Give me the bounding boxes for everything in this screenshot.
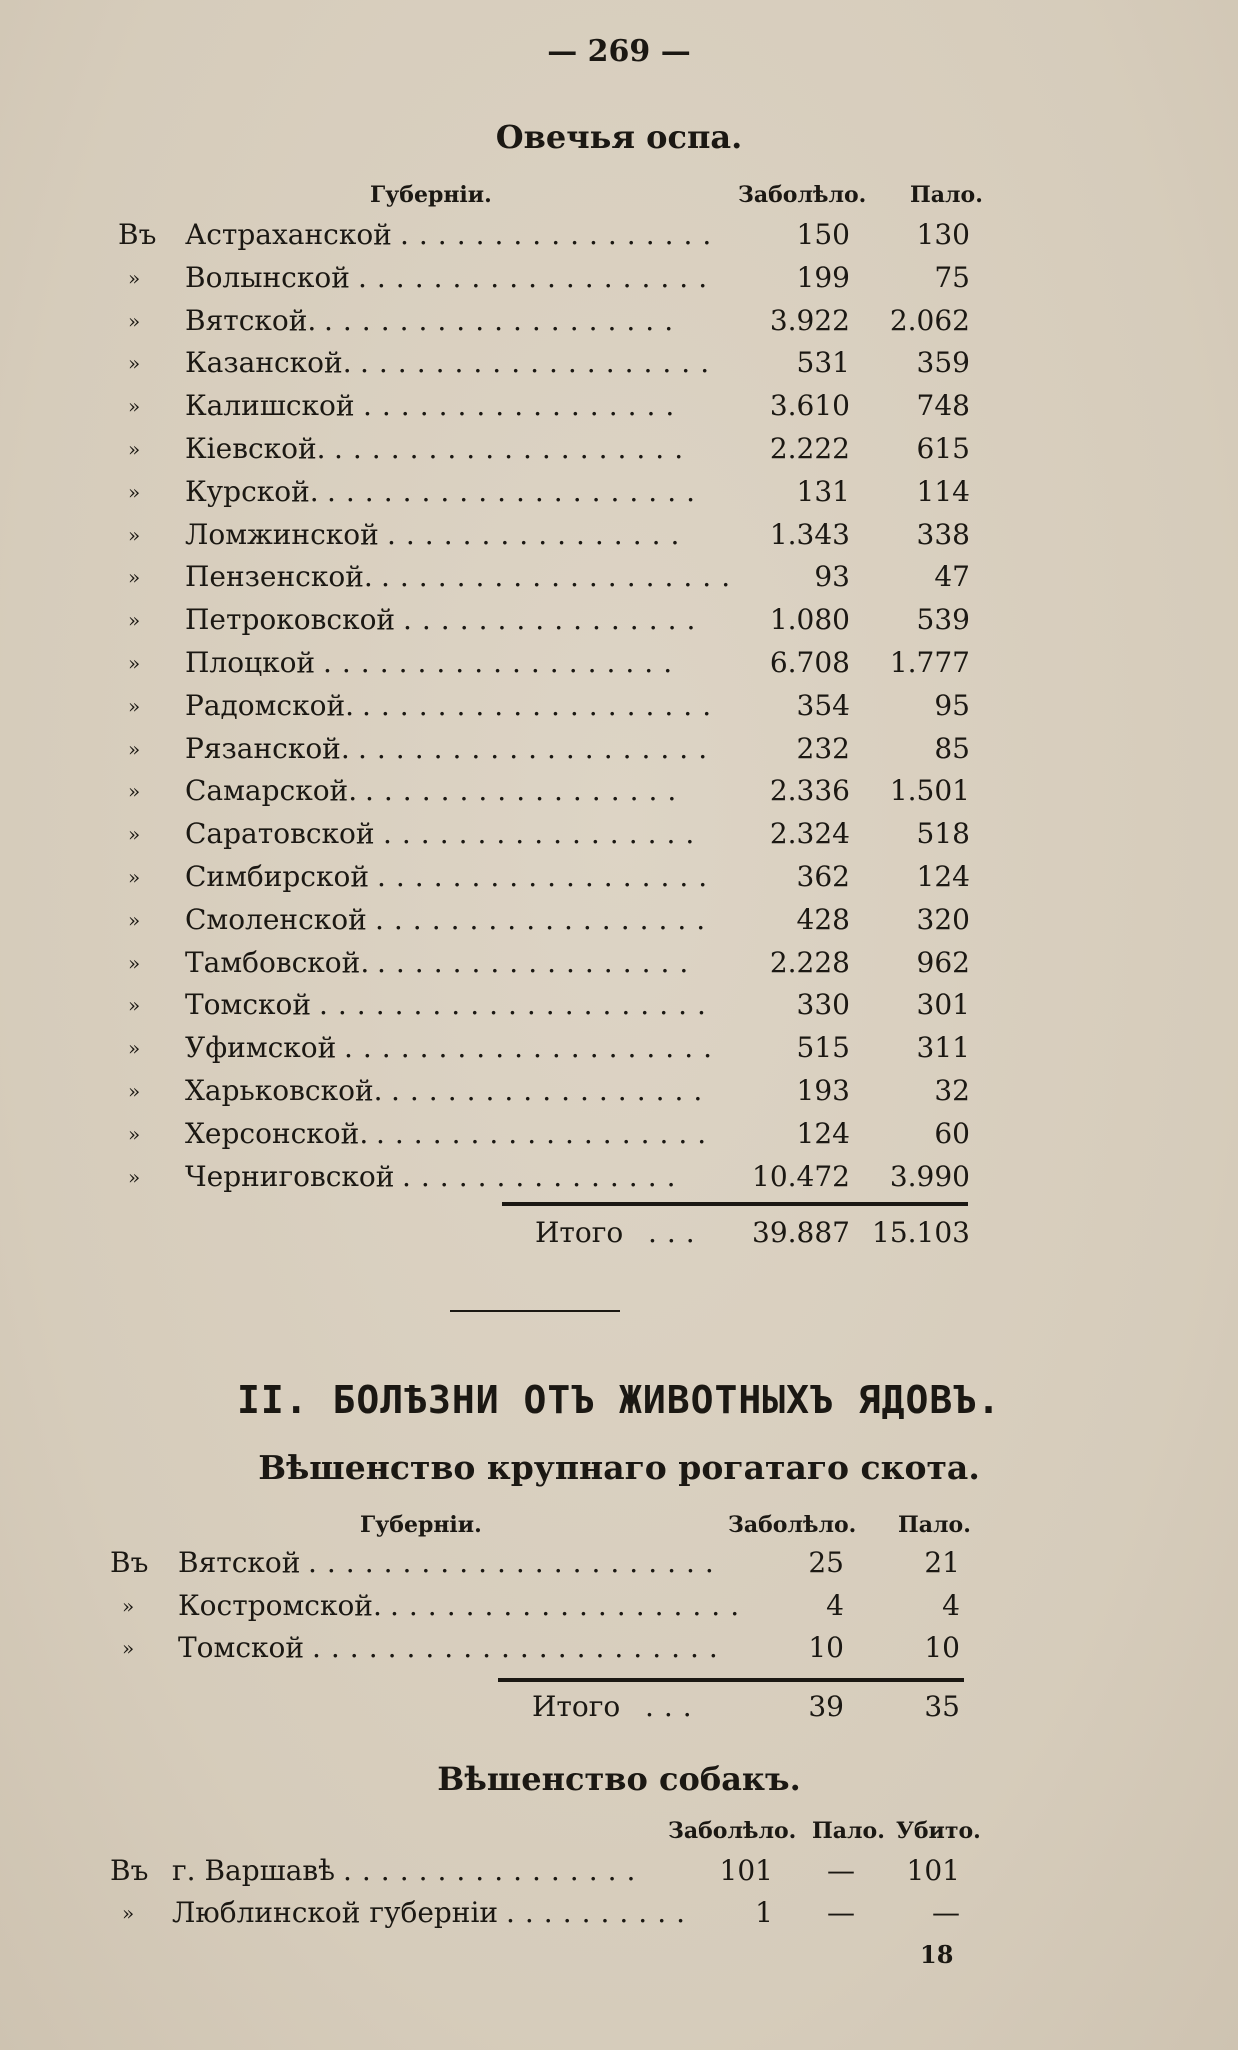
leader-dots: .......... [506,1896,696,1929]
location-name: Люблинской губерніи [172,1896,499,1929]
region-name: Ломжинской [185,517,379,551]
sick-count: 2.228 [769,945,850,979]
killed-count: 101 [906,1854,960,1887]
table-row [0,685,1238,727]
died-count: 1.501 [889,774,970,808]
row-prefix: » [128,693,141,718]
leader-dots: ................ [403,603,706,637]
row-prefix: » [128,608,141,633]
table-row [0,385,1238,427]
died-count: 1.777 [889,646,970,679]
row-prefix: » [128,437,141,461]
region-name: Харьковской. [185,1074,383,1107]
region-name: Вятской [178,1546,301,1579]
sick-count: 362 [796,860,850,893]
sick-count: 10 [808,1631,844,1664]
total-dots: ... [648,1216,705,1249]
dog-header-killed: Убито. [896,1818,981,1844]
region-name: Рязанской. [185,731,350,765]
table-row [0,642,1238,684]
died-count: 60 [934,1116,970,1150]
region-name: Казанской. [185,346,352,380]
table-row [0,342,1238,384]
sick-count: 531 [796,346,850,380]
section-title: II. БОЛѢЗНИ ОТЪ ЖИВОТНЫХЪ ЯДОВЪ. [236,1378,1002,1422]
table-row [0,1627,1238,1669]
location-name: г. Варшавѣ [172,1854,336,1887]
row-prefix: » [128,351,141,376]
table-row [0,1585,1238,1627]
leader-dots: ................... [358,260,718,294]
table-row [0,728,1238,770]
total-rule [502,1202,968,1206]
table-row [0,214,1238,256]
sick-count: 515 [796,1031,850,1065]
region-name: Симбирской [185,860,370,893]
died-count: 301 [916,988,970,1022]
table-row [0,1542,1238,1584]
region-name: Самарской. [185,774,358,808]
region-name: Херсонской. [185,1116,369,1150]
killed-count: — [932,1896,960,1929]
table-row [0,1850,1238,1892]
died-count: 75 [934,260,970,294]
sick-count: 2.222 [769,432,850,465]
sick-count: 93 [814,560,850,594]
leader-dots: ...................... [308,1546,724,1579]
died-count: 10 [924,1631,960,1664]
leader-dots: ................. [365,774,687,808]
sick-count: 25 [808,1546,844,1579]
region-name: Пензенской. [185,560,373,594]
table-row [0,856,1238,898]
leader-dots: ...................... [312,1631,728,1664]
sick-count: 150 [796,218,850,251]
sick-count: 2.336 [769,774,850,808]
sick-count: 2.324 [769,817,850,851]
sick-count: 193 [796,1074,850,1107]
row-prefix: » [128,565,141,590]
leader-dots: ................. [383,817,705,851]
sick-count: 3.610 [769,389,850,423]
dog-rabies-title: Вѣшенство собакъ. [437,1760,801,1798]
cattle-total-row [0,1686,1238,1728]
died-count: 615 [916,432,970,465]
table-row [0,1156,1238,1198]
region-name: Уфимской [185,1031,337,1065]
died-count: 114 [916,474,970,508]
sick-count: 354 [796,688,850,722]
row-prefix: » [128,822,141,847]
row-prefix: Въ [110,1546,149,1579]
row-prefix: » [128,736,141,761]
header-sick: Заболѣло. [738,182,867,208]
region-name: Черниговской [185,1159,395,1193]
leader-dots: ................... [324,303,684,337]
row-prefix: » [122,1901,135,1925]
row-prefix: » [128,308,141,333]
sick-count: 3.922 [769,303,850,337]
region-name: Кіевской. [185,432,326,465]
row-prefix: » [122,1593,135,1618]
died-count: 85 [934,731,970,765]
died-count: 748 [916,389,970,423]
row-prefix: » [128,522,141,547]
died-count: 130 [916,218,970,251]
row-prefix: Въ [118,218,157,251]
region-name: Волынской [185,260,350,294]
cattle-total-label: Итого [532,1690,621,1723]
sick-count: 10.472 [752,1159,850,1193]
table-row [0,899,1238,941]
region-name: Костромской. [178,1588,382,1622]
died-count: 2.062 [889,303,970,337]
row-prefix: » [128,993,141,1018]
row-prefix: » [128,479,141,504]
cattle-total-rule [498,1678,964,1682]
leader-dots: ................. [377,945,699,979]
leader-dots: ................... [323,646,683,679]
row-prefix: » [128,1164,141,1189]
table-row [0,300,1238,342]
cattle-total-sick: 39 [808,1690,844,1723]
page-number: — 269 — [547,34,691,69]
died-count: 311 [916,1031,970,1065]
region-name: Радомской. [185,688,355,722]
cattle-rabies-title: Вѣшенство крупнаго рогатаго скота. [258,1448,980,1487]
died-count: 4 [942,1588,960,1622]
table-row [0,1892,1238,1934]
table-row [0,1027,1238,1069]
died-count: 539 [916,603,970,637]
died-count: 359 [916,346,970,380]
died-count: — [827,1854,855,1887]
row-prefix: » [128,265,141,290]
row-prefix: » [128,651,141,675]
row-prefix: » [128,907,141,932]
leader-dots: ................... [390,1588,750,1622]
row-prefix: » [128,1036,141,1061]
leader-dots: ................... [381,560,741,594]
table-row [0,599,1238,641]
cattle-total-died: 35 [924,1690,960,1723]
leader-dots: .................. [377,860,718,893]
leader-dots: ................... [362,688,722,722]
dog-header-died: Пало. [812,1818,885,1844]
dog-header-sick: Заболѣло. [668,1818,797,1844]
row-prefix: » [128,950,141,975]
leader-dots: ............... [402,1159,686,1193]
region-name: Петроковской [185,603,396,637]
died-count: 95 [934,688,970,722]
table-row [0,942,1238,984]
table-row [0,471,1238,513]
signature-mark: 18 [920,1940,954,1969]
sick-count: 101 [719,1854,773,1887]
leader-dots: ................... [334,432,694,465]
leader-dots: ................ [343,1854,646,1887]
leader-dots: ..................... [319,988,716,1022]
cattle-header-region: Губерніи. [360,1512,482,1538]
region-name: Вятской. [185,303,317,337]
leader-dots: .................... [344,1031,723,1065]
row-prefix: » [122,1636,135,1660]
region-name: Курской. [185,474,319,508]
died-count: 32 [934,1074,970,1107]
table-row [0,813,1238,855]
total-sick: 39.887 [752,1216,850,1249]
row-prefix: » [128,394,141,419]
leader-dots: .................. [375,902,716,936]
region-name: Плоцкой [185,646,316,679]
cattle-header-died: Пало. [898,1512,971,1538]
leader-dots: ................... [358,731,718,765]
died-count: 124 [916,860,970,893]
table-row [0,1070,1238,1112]
header-died: Пало. [910,182,983,208]
row-prefix: » [128,865,141,889]
region-name: Томской [185,988,312,1022]
sick-count: 4 [826,1588,844,1622]
sick-count: 428 [796,902,850,936]
region-name: Томской [178,1631,305,1664]
cattle-header-sick: Заболѣло. [728,1512,857,1538]
region-name: Калишской [185,389,355,423]
sick-count: 124 [796,1116,850,1150]
section-divider [450,1310,620,1312]
died-count: 518 [916,817,970,851]
table-row [0,428,1238,470]
row-prefix: Въ [110,1854,149,1887]
row-prefix: » [128,1121,141,1146]
sick-count: 232 [796,731,850,765]
sick-count: 330 [796,988,850,1022]
died-count: 320 [916,902,970,936]
sick-count: 6.708 [769,646,850,679]
table-row [0,770,1238,812]
leader-dots: ................. [391,1074,713,1107]
table-row [0,514,1238,556]
leader-dots: .................... [327,474,706,508]
sheep-pox-title: Овечья оспа. [495,118,743,156]
sick-count: 1.343 [769,517,850,551]
table-row [0,984,1238,1026]
sick-count: 1.080 [769,603,850,637]
sick-count: 199 [796,260,850,294]
region-name: Смоленской [185,902,367,936]
died-count: 338 [916,517,970,551]
died-count: 47 [934,560,970,594]
total-label: Итого [535,1216,624,1249]
sick-count: 131 [796,474,850,508]
died-count: 962 [916,945,970,979]
sick-count: 1 [755,1896,773,1929]
died-count: — [827,1896,855,1929]
died-count: 21 [924,1546,960,1579]
header-region: Губерніи. [370,182,492,208]
died-count: 3.990 [889,1159,970,1193]
table-row [0,1113,1238,1155]
row-prefix: » [128,779,141,804]
region-name: Астраханской [185,218,392,251]
cattle-total-dots: ... [645,1690,702,1723]
region-name: Саратовской [185,817,375,851]
leader-dots: ................ [387,517,690,551]
leader-dots: ................... [360,346,720,380]
region-name: Тамбовской. [185,945,370,979]
total-died: 15.103 [872,1216,970,1249]
row-prefix: » [128,1079,141,1103]
leader-dots: ................. [400,218,722,251]
leader-dots: ................. [363,389,685,423]
sheep-pox-total-row [0,1212,1238,1254]
leader-dots: .................. [376,1116,717,1150]
table-row [0,257,1238,299]
table-row [0,556,1238,598]
